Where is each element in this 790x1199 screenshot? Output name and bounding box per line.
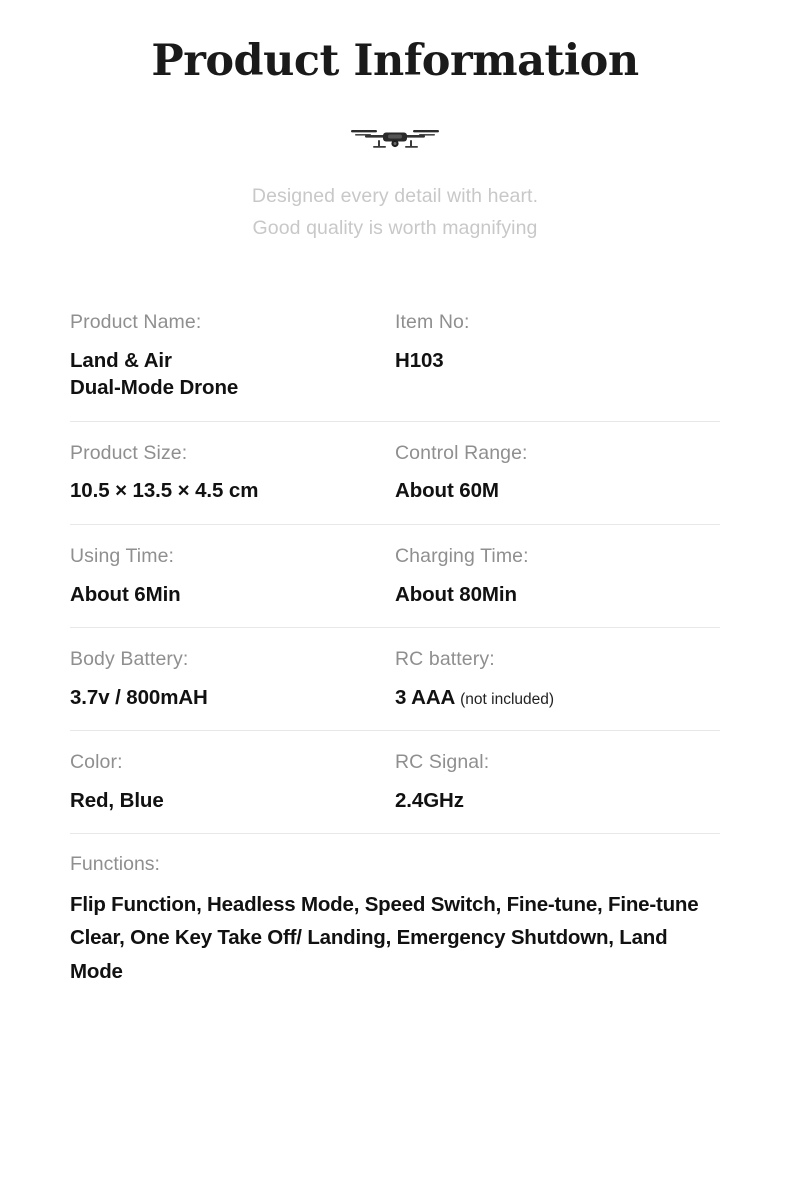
drone-illustration (0, 121, 790, 155)
table-row (70, 731, 720, 834)
spec-label: Using Time: (70, 545, 175, 568)
spec-cell-product-size (70, 441, 395, 505)
spec-cell-functions (70, 853, 720, 988)
tagline-line-2: Good quality is worth magnifying (252, 216, 538, 239)
spec-label: Control Range: (395, 442, 528, 465)
spec-label: Color: (70, 751, 123, 774)
spec-value: About 6Min (70, 582, 181, 606)
spec-cell-color (70, 750, 395, 814)
spec-cell-rc-signal (395, 750, 720, 814)
drone-icon (349, 123, 441, 153)
spec-cell-product-name (70, 310, 395, 402)
table-row (70, 422, 720, 525)
functions-line-1: Flip Function, Headless Mode, Speed Switch, (70, 893, 502, 917)
table-row (70, 302, 720, 422)
spec-label: RC Signal: (395, 751, 490, 774)
spec-value: 2.4GHz (395, 788, 464, 812)
tagline-line-1: Designed every detail with heart. (251, 185, 539, 208)
functions-line-3: Landing, Emergency Shutdown, Land Mode (70, 926, 668, 983)
spec-value: 10.5 × 13.5 × 4.5 cm (70, 479, 259, 503)
functions-line-2: Fine-tune, Fine-tune Clear, One Key Take Off/ (70, 893, 699, 950)
spec-cell-control-range (395, 441, 720, 505)
page-title: Product Information (151, 36, 639, 86)
spec-label: Functions: (70, 853, 160, 876)
spec-value-main: 3 AAA (395, 685, 455, 709)
spec-value (395, 684, 720, 712)
spec-value: About 80Min (395, 582, 517, 606)
spec-value: 3.7v / 800mAH (70, 685, 208, 709)
spec-value: H103 (395, 348, 444, 372)
spec-table (70, 302, 720, 987)
table-row (70, 525, 720, 628)
spec-value (70, 888, 720, 988)
spec-value (70, 347, 395, 402)
tagline (0, 181, 790, 244)
spec-value-note: (not included) (460, 690, 555, 708)
spec-label: Charging Time: (395, 545, 529, 568)
spec-label: Item No: (395, 311, 470, 334)
spec-value: About 60M (395, 479, 499, 503)
spec-label: Product Size: (70, 442, 188, 465)
spec-cell-charging-time (395, 544, 720, 608)
spec-value-line-2: Dual-Mode Drone (70, 376, 239, 400)
spec-label: RC battery: (395, 648, 495, 671)
spec-value: Red, Blue (70, 788, 164, 812)
table-row (70, 628, 720, 731)
spec-cell-rc-battery (395, 647, 720, 711)
spec-cell-item-no (395, 310, 720, 402)
spec-label: Body Battery: (70, 648, 189, 671)
spec-label: Product Name: (70, 311, 202, 334)
spec-cell-using-time (70, 544, 395, 608)
spec-cell-body-battery (70, 647, 395, 711)
table-row-functions (70, 834, 720, 988)
spec-value-line-1: Land & Air (70, 348, 172, 372)
